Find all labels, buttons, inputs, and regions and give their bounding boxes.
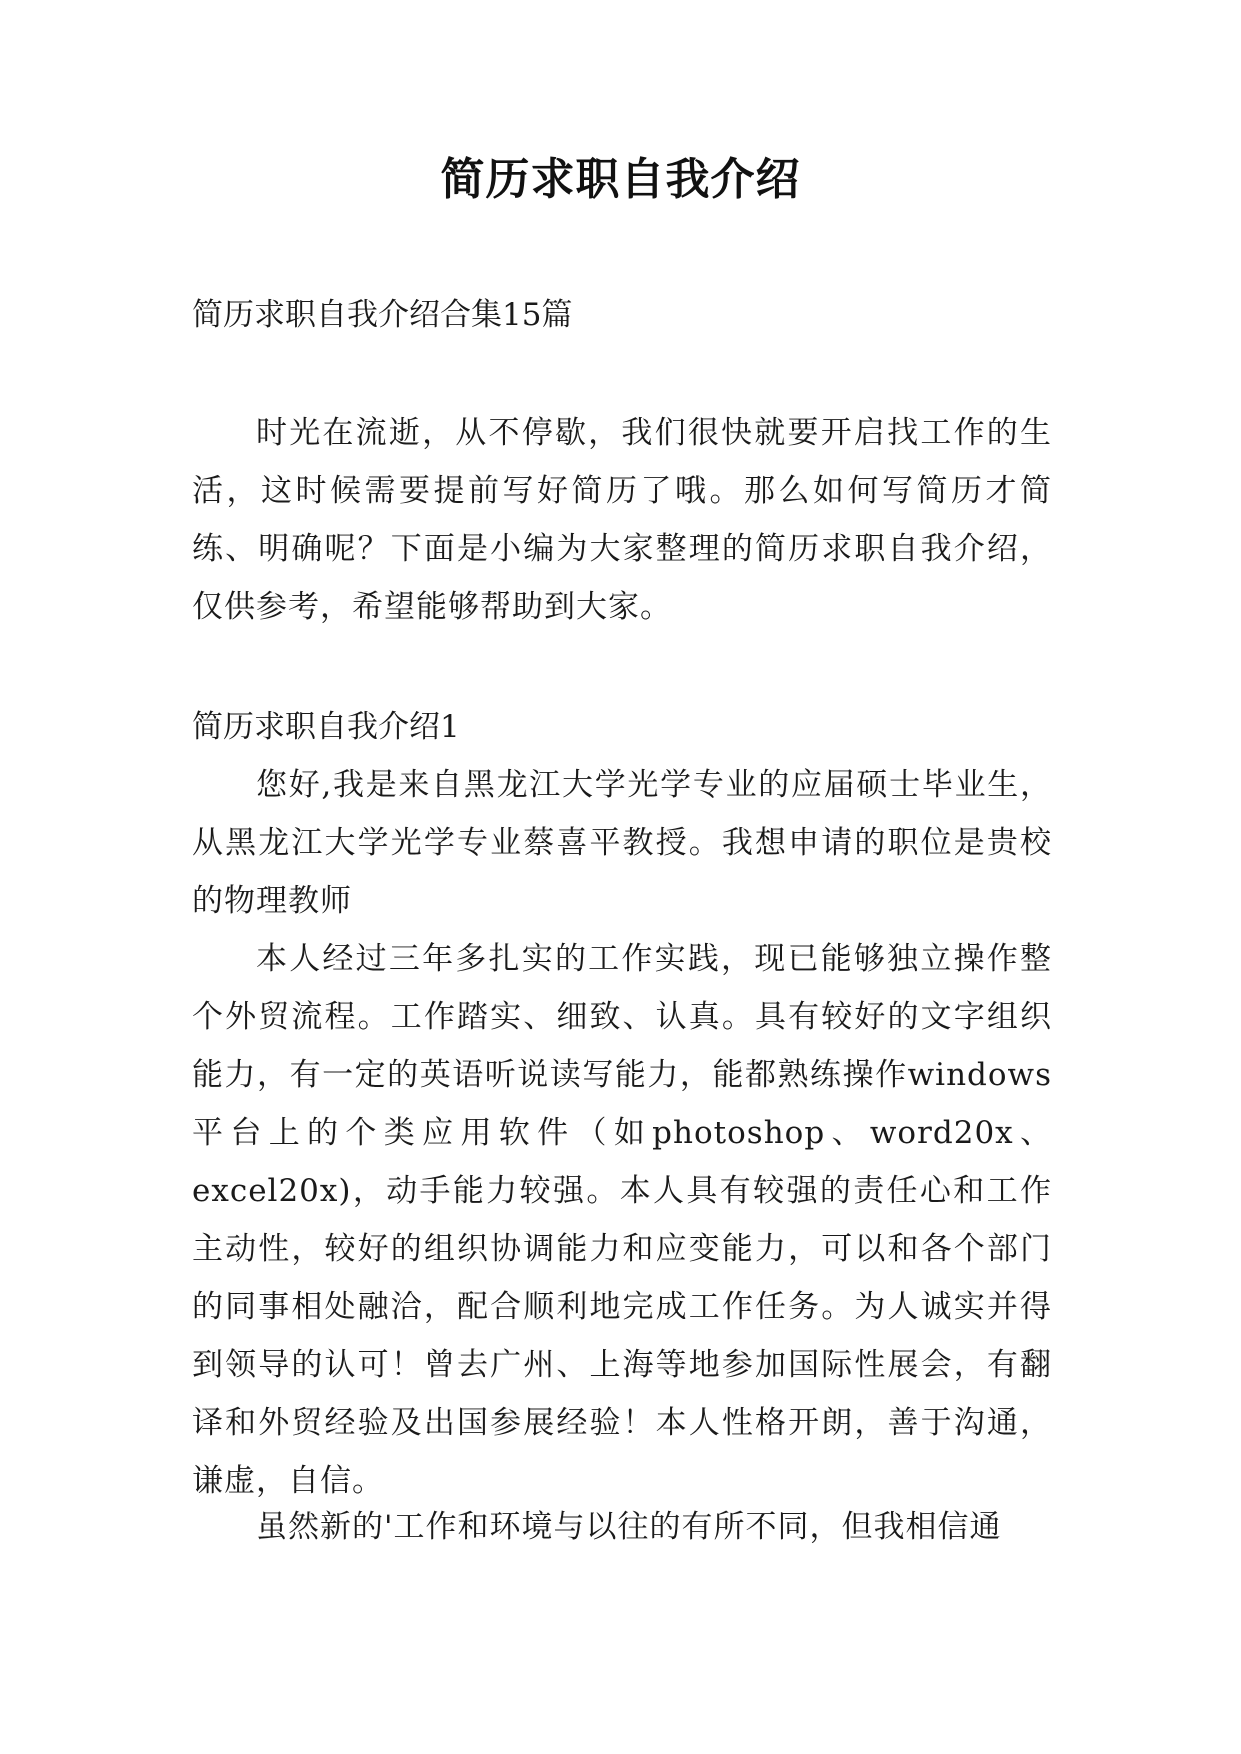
document-subtitle: 简历求职自我介绍合集15篇 [192, 297, 573, 333]
body-paragraph-3: 虽然新的'工作和环境与以往的有所不同，但我相信通 [256, 1509, 1002, 1545]
intro-paragraph: 时光在流逝，从不停歇，我们很快就要开启找工作的生活，这时候需要提前写好简历了哦。那么如何写简历才简练、明确呢？下面是小编为大家整理的简历求职自我介绍，仅供参考，希望能够帮助到大家。 [192, 415, 1052, 625]
section-heading: 简历求职自我介绍1 [192, 709, 460, 745]
document-title: 简历求职自我介绍 [440, 154, 801, 205]
body-paragraph-1: 您好,我是来自黑龙江大学光学专业的应届硕士毕业生，从黑龙江大学光学专业蔡喜平教授。我想申请的职位是贵校的物理教师 [192, 767, 1052, 919]
body-paragraph-2: 本人经过三年多扎实的工作实践，现已能够独立操作整个外贸流程。工作踏实、细致、认真。具有较好的文字组织能力，有一定的英语听说读写能力，能都熟练操作windows平台上的个类应用软件（如photoshop、word20x、excel20x)，动手能力较强。本人具有较强的责任心和工作主动性，较好的组织协调能力和应变能力，可以和各个部门的同事相处融洽，配合顺利地完成工作任务。为人诚实并得到领导的认可！曾去广州、上海等地参加国际性展会，有翻译和外贸经验及出国参展经验！本人性格开朗，善于沟通，谦虚，自信。 [192, 941, 1052, 1499]
